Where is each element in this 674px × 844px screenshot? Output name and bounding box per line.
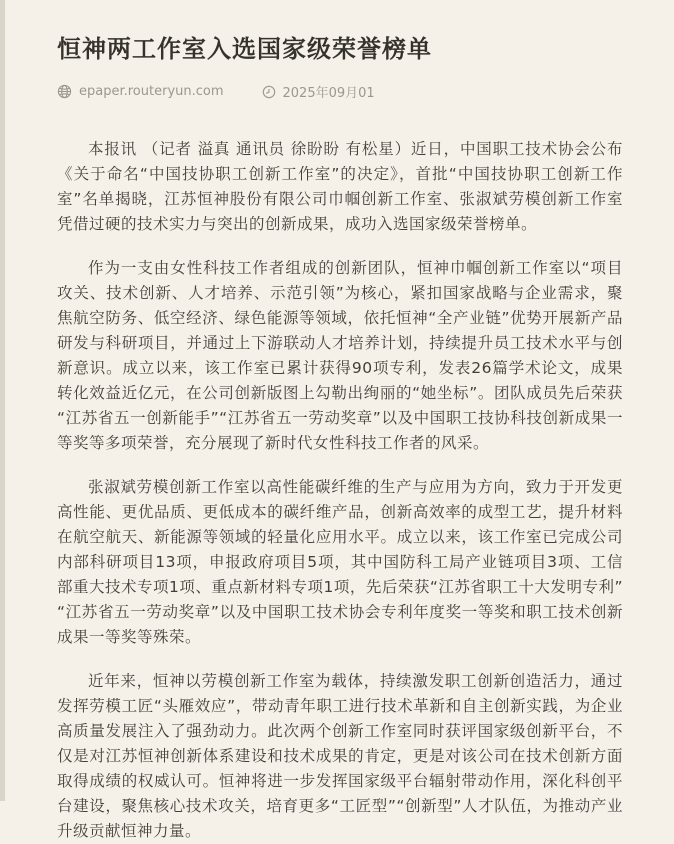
source-domain: epaper.routeryun.com	[79, 84, 224, 100]
article-paragraph: 近年来，恒神以劳模创新工作室为载体，持续激发职工创新创造活力，通过发挥劳模工匠“头雁效应”，带动青年职工进行技术革新和自主创新实践，为企业高质量发展注入了强劲动力。此次两个创新工作室同时获评国家级创新平台，不仅是对江苏恒神创新体系建设和技术成果的肯定，更是对该公司在技术创新方面取得成绩的权威认可。恒神将进一步发挥国家级平台辐射带动作用，深化科创平台建设，聚焦核心技术攻关，培育更多“工匠型”“创新型”人才队伍，为推动产业升级贡献恒神力量。	[57, 672, 623, 841]
article-paragraph: 张淑斌劳模创新工作室以高性能碳纤维的生产与应用为方向，致力于开发更高性能、更优品质、更低成本的碳纤维产品，创新高效率的成型工艺，提升材料在航空航天、新能源等领域的轻量化应用水平。成立以来，该工作室已完成公司内部科研项目13项，申报政府项目5项，其中国防科工局产业链项目3项、工信部重大技术专项1项、重点新材料专项1项，先后荣获“江苏省职工十大发明专利”“江苏省五一劳动奖章”以及中国职工技术协会专利年度奖一等奖和职工技术创新成果一等奖等殊荣。	[57, 478, 623, 647]
article-body	[57, 137, 623, 844]
date-group	[262, 82, 375, 101]
clock-icon	[262, 85, 276, 99]
globe-icon	[57, 84, 72, 99]
article-page	[57, 0, 623, 844]
page-edge-strip	[0, 0, 5, 801]
article-meta-row	[57, 82, 623, 101]
source-group	[57, 84, 224, 99]
page-title: 恒神两工作室入选国家级荣誉榜单	[57, 35, 432, 63]
article-paragraph: 作为一支由女性科技工作者组成的创新团队，恒神巾帼创新工作室以“项目攻关、技术创新、人才培养、示范引领”为核心，紧扣国家战略与企业需求，聚焦航空防务、低空经济、绿色能源等领域，依托恒神“全产业链”优势开展新产品研发与科研项目，并通过上下游联动人才培养计划，持续提升员工技术水平与创新意识。成立以来，该工作室已累计获得90项专利，发表26篇学术论文，成果转化效益近亿元，在公司创新版图上勾勒出绚丽的“她坐标”。团队成员先后荣获“江苏省五一创新能手”“江苏省五一劳动奖章”以及中国职工技协科技创新成果一等奖等多项荣誉，充分展现了新时代女性科技工作者的风采。	[57, 259, 623, 453]
publish-date: 2025年09月01	[282, 86, 375, 102]
article-paragraph: 本报讯 （记者 溢真 通讯员 徐盼盼 有松星）近日，中国职工技术协会公布《关于命名“中国技协职工创新工作室”的决定》，首批“中国技协职工创新工作室”名单揭晓，江苏恒神股份有限公司巾帼创新工作室、张淑斌劳模创新工作室凭借过硬的技术实力与突出的创新成果，成功入选国家级荣誉榜单。	[57, 140, 623, 234]
